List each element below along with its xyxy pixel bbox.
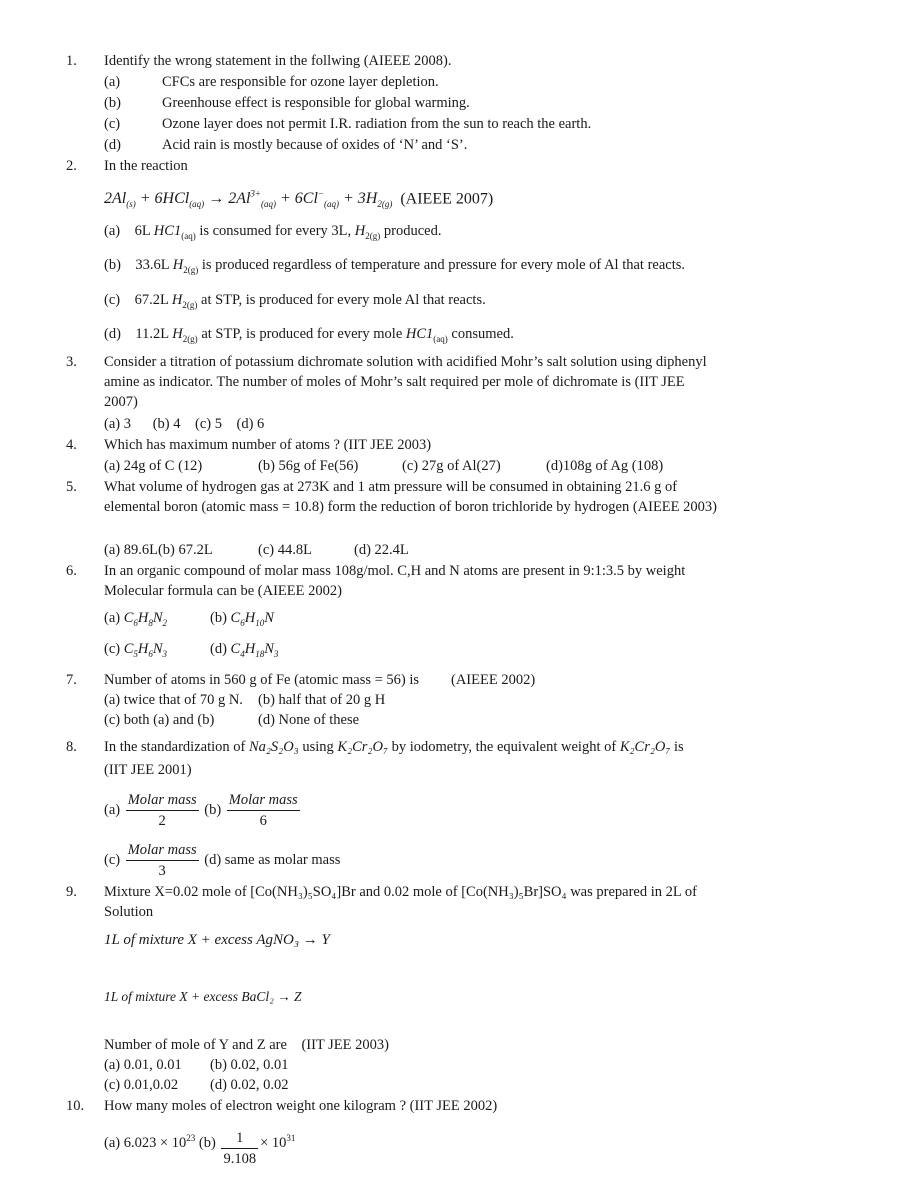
option-label: (a) [104,223,121,239]
option: (c) 27g of Al(27) [402,458,501,474]
option-label: (b) [104,257,121,273]
chem-formula: HC1 [405,326,434,342]
subscript: 3 [162,648,168,659]
option-text: is produced regardless of temperature and pressure for every mole of Al that reacts. [198,257,686,273]
question-stem: Identify the wrong statement in the follwing (AIEEE 2008). [104,53,452,69]
numerator: Molar mass [227,790,300,811]
chem-subscript: 2(g) [183,264,199,275]
chem-subscript: 2(g) [182,299,198,310]
option: (a) 3 [104,416,131,432]
subscript: 3 [273,648,279,659]
reaction-2: 1L of mixture X + excess BaCl₂ → Z [104,989,302,1004]
reaction-tag: (AIEEE 2007) [400,190,494,208]
option-label: (a) [104,610,121,626]
element: H [244,641,256,657]
option: (d) 0.02, 0.02 [210,1077,289,1093]
chem-subscript: 2(g) [365,230,381,241]
subscript: 6 [148,648,153,659]
reaction-1: 1L of mixture X + excess AgNO₃ → Y [104,932,330,948]
option-a: (a) 6.023 × 10 [104,1134,187,1151]
element: H [137,641,149,657]
option-label: (b) [204,801,222,818]
element: C [123,610,134,626]
element: N [152,641,163,657]
option: (d)108g of Ag (108) [546,458,664,474]
option: (d) 6 [236,416,265,432]
option-label: (c) [104,641,121,657]
subscript: 10 [255,617,265,628]
option: (a) 0.01, 0.01 [104,1057,182,1073]
element: C [123,641,134,657]
option-text: Ozone layer does not permit I.R. radiation from the sun to reach the earth. [162,116,592,132]
option-text: same as molar mass [224,851,341,868]
subscript: 2 [162,617,168,628]
option: (c) 0.01,0.02 [104,1077,179,1093]
option: (a) twice that of 70 g N. [104,692,243,708]
question-stem: In the reaction [104,158,188,174]
option-label: (c) [104,292,121,308]
option: (d) 22.4L [354,542,409,558]
option: (c) 5 [195,416,222,432]
sub-stem: Number of mole of Y and Z are [104,1037,287,1053]
exponent: 31 [286,1133,296,1143]
question-number: 2. [66,158,77,174]
question-number: 3. [66,354,77,370]
option-text: × 10 [260,1134,287,1151]
question-stem: How many moles of electron weight one kilogram ? (IIT JEE 2002) [104,1098,498,1114]
subscript: 4 [240,648,245,659]
options-row [104,1128,295,1169]
question-tag: (IIT JEE 2003) [301,1037,389,1053]
option-label: (d) [104,326,121,342]
element: N [152,610,163,626]
stem-text: In the standardization of [104,739,249,755]
option: (c) 44.8L [258,542,312,558]
question-stem: In an organic compound of molar mass 108g/mol. C,H and N atoms are present in 9:1:3.5 by weight Molecular formula can be (AIEEE 2002) [104,563,686,599]
option-label: (d) [210,641,227,657]
stem-text: by iodometry, the equivalent weight of [388,739,620,755]
option-text: is consumed for every 3L, [195,223,355,239]
option-c [104,639,167,664]
question-number: 1. [66,53,77,69]
question-number: 10. [66,1098,85,1114]
stem-text: using [298,739,338,755]
subscript: 6 [240,617,245,628]
numerator: Molar mass [126,790,199,811]
question-number: 8. [66,739,77,755]
denominator: 2 [158,813,166,829]
option-d [210,639,278,664]
option-d [104,324,514,349]
chem-formula: H [172,326,183,342]
chem-formula: K₂Cr₂O₇ [337,739,388,755]
question-number: 9. [66,884,77,900]
option-text: consumed. [447,326,514,342]
chem-subscript: (aq) [433,333,448,344]
subscript: 5 [133,648,138,659]
option-label: (c) [104,851,121,868]
denominator: 3 [158,863,166,879]
option-label: (b) [104,95,121,111]
option-text: at STP, is produced for every mole [197,326,406,342]
subscript: 6 [133,617,138,628]
option-text: produced. [380,223,442,239]
denominator: 9.108 [223,1151,257,1167]
question-stem: What volume of hydrogen gas at 273K and 1 atm pressure will be consumed in obtaining 21.6 g of elemental boron (atomic mass = 10.8) form the reduction of boron trichloride by hydrogen (AIEEE 2003) [104,479,717,515]
denominator: 6 [259,813,267,829]
fraction [221,1128,258,1169]
fraction [126,840,199,881]
question-tag: (IIT JEE 2001) [104,762,192,778]
subscript: 18 [255,648,265,659]
option-text: 33.6L [135,257,173,273]
element: C [230,610,241,626]
sub-question [104,1035,389,1055]
option: (a) 24g of C (12) [104,458,203,474]
question-stem: Number of atoms in 560 g of Fe (atomic mass = 56) is [104,672,420,688]
numerator: 1 [221,1128,258,1149]
numerator: Molar mass [126,840,199,861]
option-a [104,790,302,831]
option-text: at STP, is produced for every mole Al that reacts. [197,292,486,308]
option: (b) half that of 20 g H [258,692,386,708]
option-text: CFCs are responsible for ozone layer depletion. [162,74,439,90]
option: (b) 4 [152,416,181,432]
fraction [227,790,300,831]
option: (c) both (a) and (b) [104,712,215,728]
question-stem: Mixture X=0.02 mole of [Co(NH₃)₅SO₄]Br and 0.02 mole of [Co(NH₃)₅Br]SO₄ was prepared in 2L of Solution [104,884,697,920]
option-label: (c) [104,116,121,132]
option-b [104,255,685,280]
option-a [104,221,441,246]
option-label: (d) [204,851,222,868]
option-c [104,840,340,881]
option-text: 67.2L [134,292,172,308]
option-label: (b) [198,1134,216,1151]
option-label: (b) [210,610,227,626]
element: H [244,610,256,626]
option: (b) 0.02, 0.01 [210,1057,289,1073]
options-row [104,414,264,434]
option-b [210,608,274,633]
option-c [104,290,486,315]
reaction-equation: $2Al_{(s)} + 6HCl_{(aq)} \to 2Al^{3+}_{(aq)} + 6Cl^-_{(aq)} + 3H_{2(g)}$ (AIEEE 2007) [104,189,494,210]
question-stem: Which has maximum number of atoms ? (IIT JEE 2003) [104,437,432,453]
option: (b) 56g of Fe(56) [258,458,359,474]
question-number: 6. [66,563,77,579]
option-text: 6L [134,223,154,239]
option-label: (d) [104,137,121,153]
subscript: 8 [148,617,153,628]
element: H [137,610,149,626]
chem-formula: H [354,223,366,239]
option-text: 11.2L [135,326,173,342]
chem-formula: HC1 [153,223,182,239]
option: (a) 89.6L(b) 67.2L [104,542,213,558]
option-a [104,608,167,633]
element: N [264,641,274,657]
element: C [230,641,241,657]
exponent: 23 [186,1133,196,1143]
stem-text: is [670,739,684,755]
question-number: 7. [66,672,77,688]
question-number: 5. [66,479,77,495]
chem-formula: H [171,292,183,308]
chem-subscript: 2(g) [182,333,198,344]
chem-formula: Na₂S₂O₃ [248,739,299,755]
option-text: Greenhouse effect is responsible for global warming. [162,95,470,111]
option: (d) None of these [258,712,360,728]
option-label: (a) [104,801,121,818]
question-tag: (AIEEE 2002) [451,672,536,688]
chem-formula: K₂Cr₂O₇ [619,739,671,755]
element: N [264,610,274,626]
option-text: Acid rain is mostly because of oxides of ‘N’ and ‘S’. [162,137,468,153]
question-number: 4. [66,437,77,453]
question-stem [104,737,684,757]
option-label: (a) [104,74,121,90]
chem-formula: H [172,257,184,273]
fraction [126,790,199,831]
chem-subscript: (aq) [181,230,196,241]
question-stem: Consider a titration of potassium dichromate solution with acidified Mohr’s salt solution using diphenyl amine as indicator. The number of moles of Mohr’s salt required per mole of dichromate is (IIT JEE 2007) [104,354,707,410]
